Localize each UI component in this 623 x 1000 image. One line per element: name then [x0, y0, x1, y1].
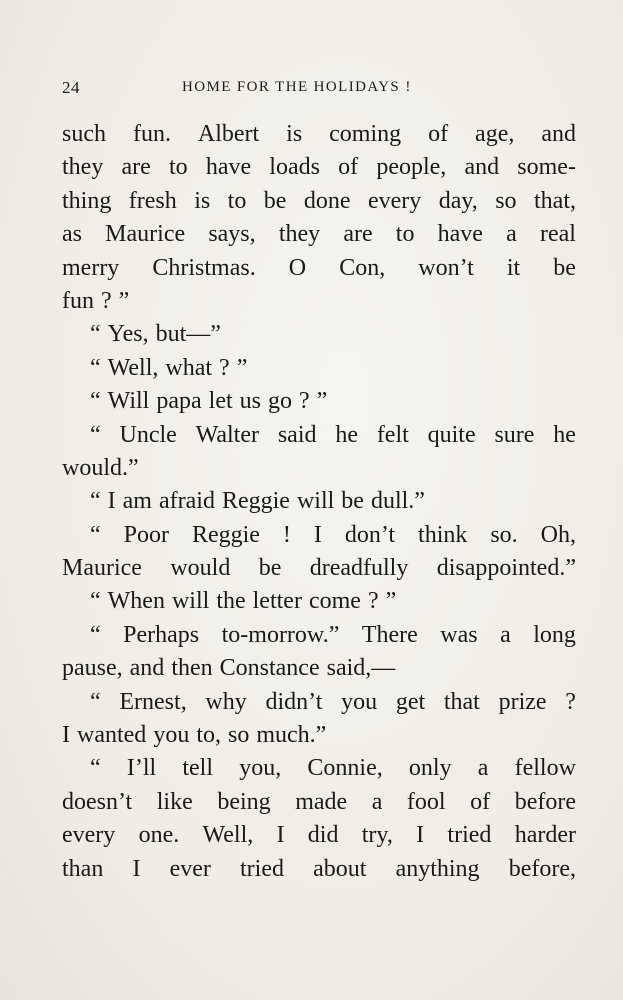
- text-line: than I ever tried about anything before,: [62, 855, 576, 882]
- text-line: Maurice would be dreadfully disappointed.”: [62, 555, 576, 582]
- text-line: “ Perhaps to-morrow.” There was a long: [90, 621, 576, 648]
- text-line: doesn’t like being made a fool of before: [62, 788, 576, 815]
- text-line: they are to have loads of people, and some-: [62, 154, 576, 181]
- text-line: “ When will the letter come ? ”: [90, 588, 397, 615]
- running-head: HOME FOR THE HOLIDAYS !: [182, 79, 412, 95]
- text-line: “ Will papa let us go ? ”: [90, 388, 328, 415]
- text-line: “ I’ll tell you, Connie, only a fellow: [90, 755, 576, 782]
- page-number: 24: [62, 78, 80, 97]
- text-line: “ Well, what ? ”: [90, 354, 248, 381]
- text-line: “ Ernest, why didn’t you get that prize ?: [90, 688, 576, 715]
- text-line: as Maurice says, they are to have a real: [62, 221, 576, 248]
- text-line: such fun. Albert is coming of age, and: [62, 121, 576, 147]
- text-line: “ Uncle Walter said he felt quite sure he: [90, 421, 576, 448]
- text-line: would.”: [62, 454, 139, 481]
- body-text: [62, 118, 576, 886]
- text-line: fun ? ”: [62, 287, 130, 314]
- text-line: I wanted you to, so much.”: [62, 722, 327, 749]
- text-line: “ Poor Reggie ! I don’t think so. Oh,: [90, 521, 576, 548]
- text-line: “ I am afraid Reggie will be dull.”: [90, 488, 425, 515]
- text-line: “ Yes, but—”: [90, 321, 221, 348]
- text-line: merry Christmas. O Con, won’t it be: [62, 254, 576, 281]
- text-line: thing fresh is to be done every day, so that,: [62, 187, 576, 214]
- page-header: [62, 78, 576, 102]
- text-line: pause, and then Constance said,—: [62, 655, 396, 682]
- text-line: every one. Well, I did try, I tried harder: [62, 822, 576, 849]
